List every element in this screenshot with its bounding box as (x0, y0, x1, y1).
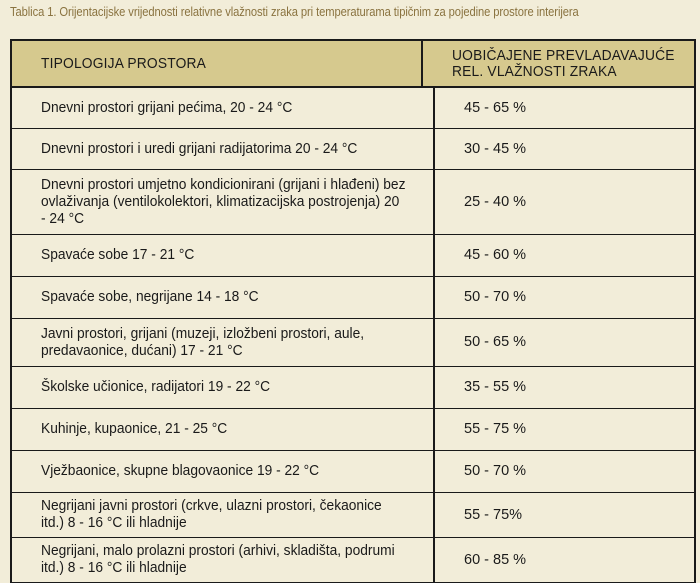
table-row (12, 235, 694, 277)
space-cell: Kuhinje, kupaonice, 21 - 25 °C (12, 409, 435, 450)
table-row (12, 367, 694, 409)
space-cell: Spavaće sobe 17 - 21 °C (12, 235, 435, 276)
humidity-cell: 45 - 60 % (464, 247, 527, 263)
table-row (12, 319, 694, 367)
humidity-cell: 35 - 55 % (464, 379, 527, 395)
table-row (12, 170, 694, 235)
humidity-cell: 25 - 40 % (464, 193, 527, 210)
header-col2-line2: REL. VLAŽNOSTI ZRAKA (451, 62, 617, 80)
table-header-row (12, 41, 694, 88)
space-cell: Dnevni prostori umjetno kondicionirani (grijani i hlađeni) bez ovlaživanja (ventilokolektori, klimatizacijska postrojenja) 20 - 24 °C (12, 170, 435, 234)
humidity-cell: 50 - 70 % (464, 463, 527, 479)
table-row (12, 493, 694, 538)
header-col1-label: TIPOLOGIJA PROSTORA (41, 54, 207, 72)
humidity-cell: 55 - 75 % (464, 421, 527, 437)
table-caption: Tablica 1. Orijentacijske vrijednosti relativne vlažnosti zraka pri temperaturama tipičnim za pojedine prostore interijera (10, 4, 579, 19)
header-tipologija (12, 41, 423, 86)
space-cell: Javni prostori, grijani (muzeji, izložbeni prostori, aule, predavaonice, dućani) 17 - 21 °C (12, 319, 435, 366)
table-row (12, 88, 694, 129)
space-cell: Spavaće sobe, negrijane 14 - 18 °C (12, 277, 435, 318)
humidity-cell: 55 - 75% (464, 506, 523, 523)
humidity-cell: 60 - 85 % (464, 551, 527, 568)
space-cell: Vježbaonice, skupne blagovaonice 19 - 22 °C (12, 451, 435, 492)
header-vlaznost (423, 41, 694, 86)
humidity-cell: 50 - 65 % (464, 334, 527, 350)
space-cell: Negrijani, malo prolazni prostori (arhivi, skladišta, podrumi itd.) 8 - 16 °C ili hladnije (12, 538, 435, 582)
humidity-table (10, 39, 696, 583)
space-cell: Školske učionice, radijatori 19 - 22 °C (12, 367, 435, 408)
humidity-cell: 50 - 70 % (464, 289, 527, 305)
humidity-cell: 45 - 65 % (464, 99, 527, 116)
table-row (12, 409, 694, 451)
space-cell: Negrijani javni prostori (crkve, ulazni prostori, čekaonice itd.) 8 - 16 °C ili hladnije (12, 493, 435, 537)
space-cell: Dnevni prostori i uredi grijani radijatorima 20 - 24 °C (12, 129, 435, 169)
header-col2-line1: UOBIČAJENE PREVLADAVAJUĆE (451, 46, 675, 64)
table-row (12, 129, 694, 170)
humidity-cell: 30 - 45 % (464, 140, 527, 157)
table-row (12, 277, 694, 319)
table-row (12, 538, 694, 583)
table-row (12, 451, 694, 493)
space-cell: Dnevni prostori grijani pećima, 20 - 24 °C (12, 88, 435, 128)
